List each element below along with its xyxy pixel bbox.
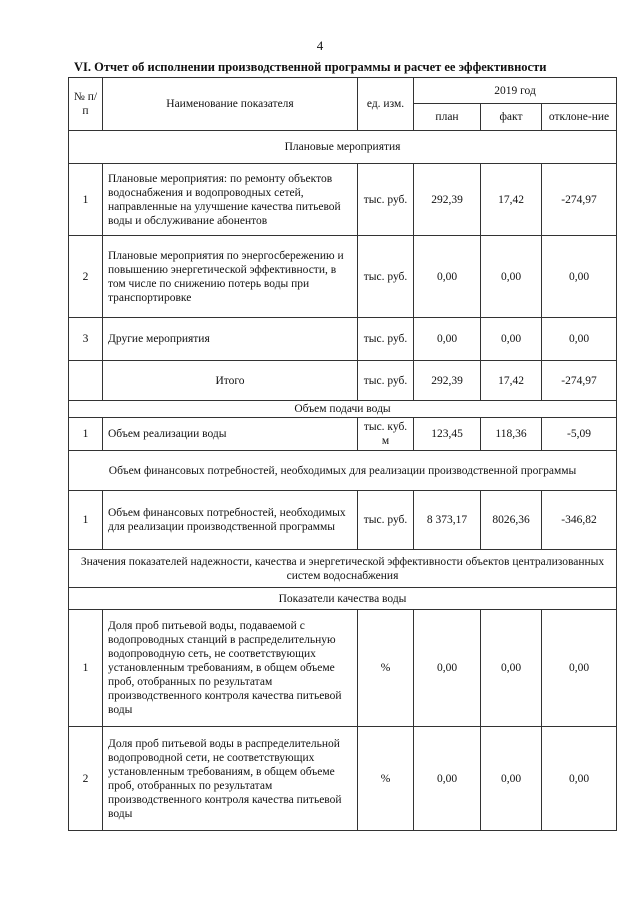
page-number: 4	[316, 38, 324, 53]
row-fact: 17,42	[481, 361, 542, 401]
row-unit: тыс. руб.	[358, 164, 414, 236]
row-num: 2	[69, 236, 103, 318]
row-plan: 292,39	[414, 361, 481, 401]
header-unit: ед. изм.	[358, 78, 414, 131]
row-deviation: -346,82	[542, 491, 617, 550]
row-plan: 0,00	[414, 236, 481, 318]
row-plan: 0,00	[414, 610, 481, 727]
row-unit: тыс. руб.	[358, 318, 414, 361]
section-title: VI. Отчет об исполнении производственной программы и расчет ее эффективности	[74, 60, 547, 74]
header-plan: план	[414, 104, 481, 131]
row-num: 1	[69, 610, 103, 727]
section-planned-measures: Плановые мероприятия	[69, 131, 617, 164]
row-unit: тыс. руб.	[358, 361, 414, 401]
row-plan: 292,39	[414, 164, 481, 236]
row-num: 3	[69, 318, 103, 361]
row-deviation: -274,97	[542, 361, 617, 401]
row-deviation: -5,09	[542, 418, 617, 451]
header-name: Наименование показателя	[103, 78, 358, 131]
row-name: Объем реализации воды	[103, 418, 358, 451]
section-financial-needs: Объем финансовых потребностей, необходимых для реализации производственной программы	[69, 451, 617, 491]
row-deviation: 0,00	[542, 236, 617, 318]
row-name: Плановые мероприятия по энергосбережению и повышению энергетической эффективности, в том числе по снижению потерь воды при транспортировке	[103, 236, 358, 318]
row-fact: 0,00	[481, 727, 542, 831]
row-fact: 0,00	[481, 236, 542, 318]
row-unit: тыс. куб. м	[358, 418, 414, 451]
row-fact: 17,42	[481, 164, 542, 236]
header-year: 2019 год	[414, 78, 617, 104]
section-indicators: Значения показателей надежности, качества и энергетической эффективности объектов централизованных систем водоснабжения	[69, 550, 617, 588]
table-row-total	[69, 361, 617, 401]
row-deviation: -274,97	[542, 164, 617, 236]
table-row	[69, 236, 617, 318]
table-header-row	[69, 78, 617, 104]
row-name: Доля проб питьевой воды, подаваемой с водопроводных станций в распределительную водопроводную сеть, не соответствующих установленным требованиям, в общем объеме проб, отобранных по результатам производственного контроля качества питьевой воды	[103, 610, 358, 727]
table-row	[69, 318, 617, 361]
table-row	[69, 727, 617, 831]
row-num: 2	[69, 727, 103, 831]
section-water-supply: Объем подачи воды	[69, 401, 617, 418]
header-deviation: отклоне-ние	[542, 104, 617, 131]
row-name-total: Итого	[103, 361, 358, 401]
row-name: Другие мероприятия	[103, 318, 358, 361]
table-row	[69, 610, 617, 727]
row-name: Плановые мероприятия: по ремонту объектов водоснабжения и водопроводных сетей, направленные на улучшение качества питьевой воды и обслуживание абонентов	[103, 164, 358, 236]
row-fact: 118,36	[481, 418, 542, 451]
row-unit: %	[358, 610, 414, 727]
row-unit: тыс. руб.	[358, 491, 414, 550]
row-fact: 8026,36	[481, 491, 542, 550]
row-deviation: 0,00	[542, 727, 617, 831]
table-row	[69, 491, 617, 550]
row-unit: %	[358, 727, 414, 831]
row-deviation: 0,00	[542, 318, 617, 361]
row-name: Доля проб питьевой воды в распределительной водопроводной сети, не соответствующих установленным требованиям, в общем объеме проб, отобранных по результатам производственного контроля качества питьевой воды	[103, 727, 358, 831]
header-num: № п/п	[69, 78, 103, 131]
row-fact: 0,00	[481, 610, 542, 727]
row-num: 1	[69, 164, 103, 236]
row-plan: 0,00	[414, 727, 481, 831]
row-num	[69, 361, 103, 401]
table-row	[69, 418, 617, 451]
row-fact: 0,00	[481, 318, 542, 361]
row-unit: тыс. руб.	[358, 236, 414, 318]
row-name: Объем финансовых потребностей, необходимых для реализации производственной программы	[103, 491, 358, 550]
row-plan: 8 373,17	[414, 491, 481, 550]
row-num: 1	[69, 491, 103, 550]
header-fact: факт	[481, 104, 542, 131]
row-num: 1	[69, 418, 103, 451]
row-plan: 123,45	[414, 418, 481, 451]
row-deviation: 0,00	[542, 610, 617, 727]
report-table	[68, 77, 617, 831]
row-plan: 0,00	[414, 318, 481, 361]
section-water-quality: Показатели качества воды	[69, 588, 617, 610]
table-row	[69, 164, 617, 236]
